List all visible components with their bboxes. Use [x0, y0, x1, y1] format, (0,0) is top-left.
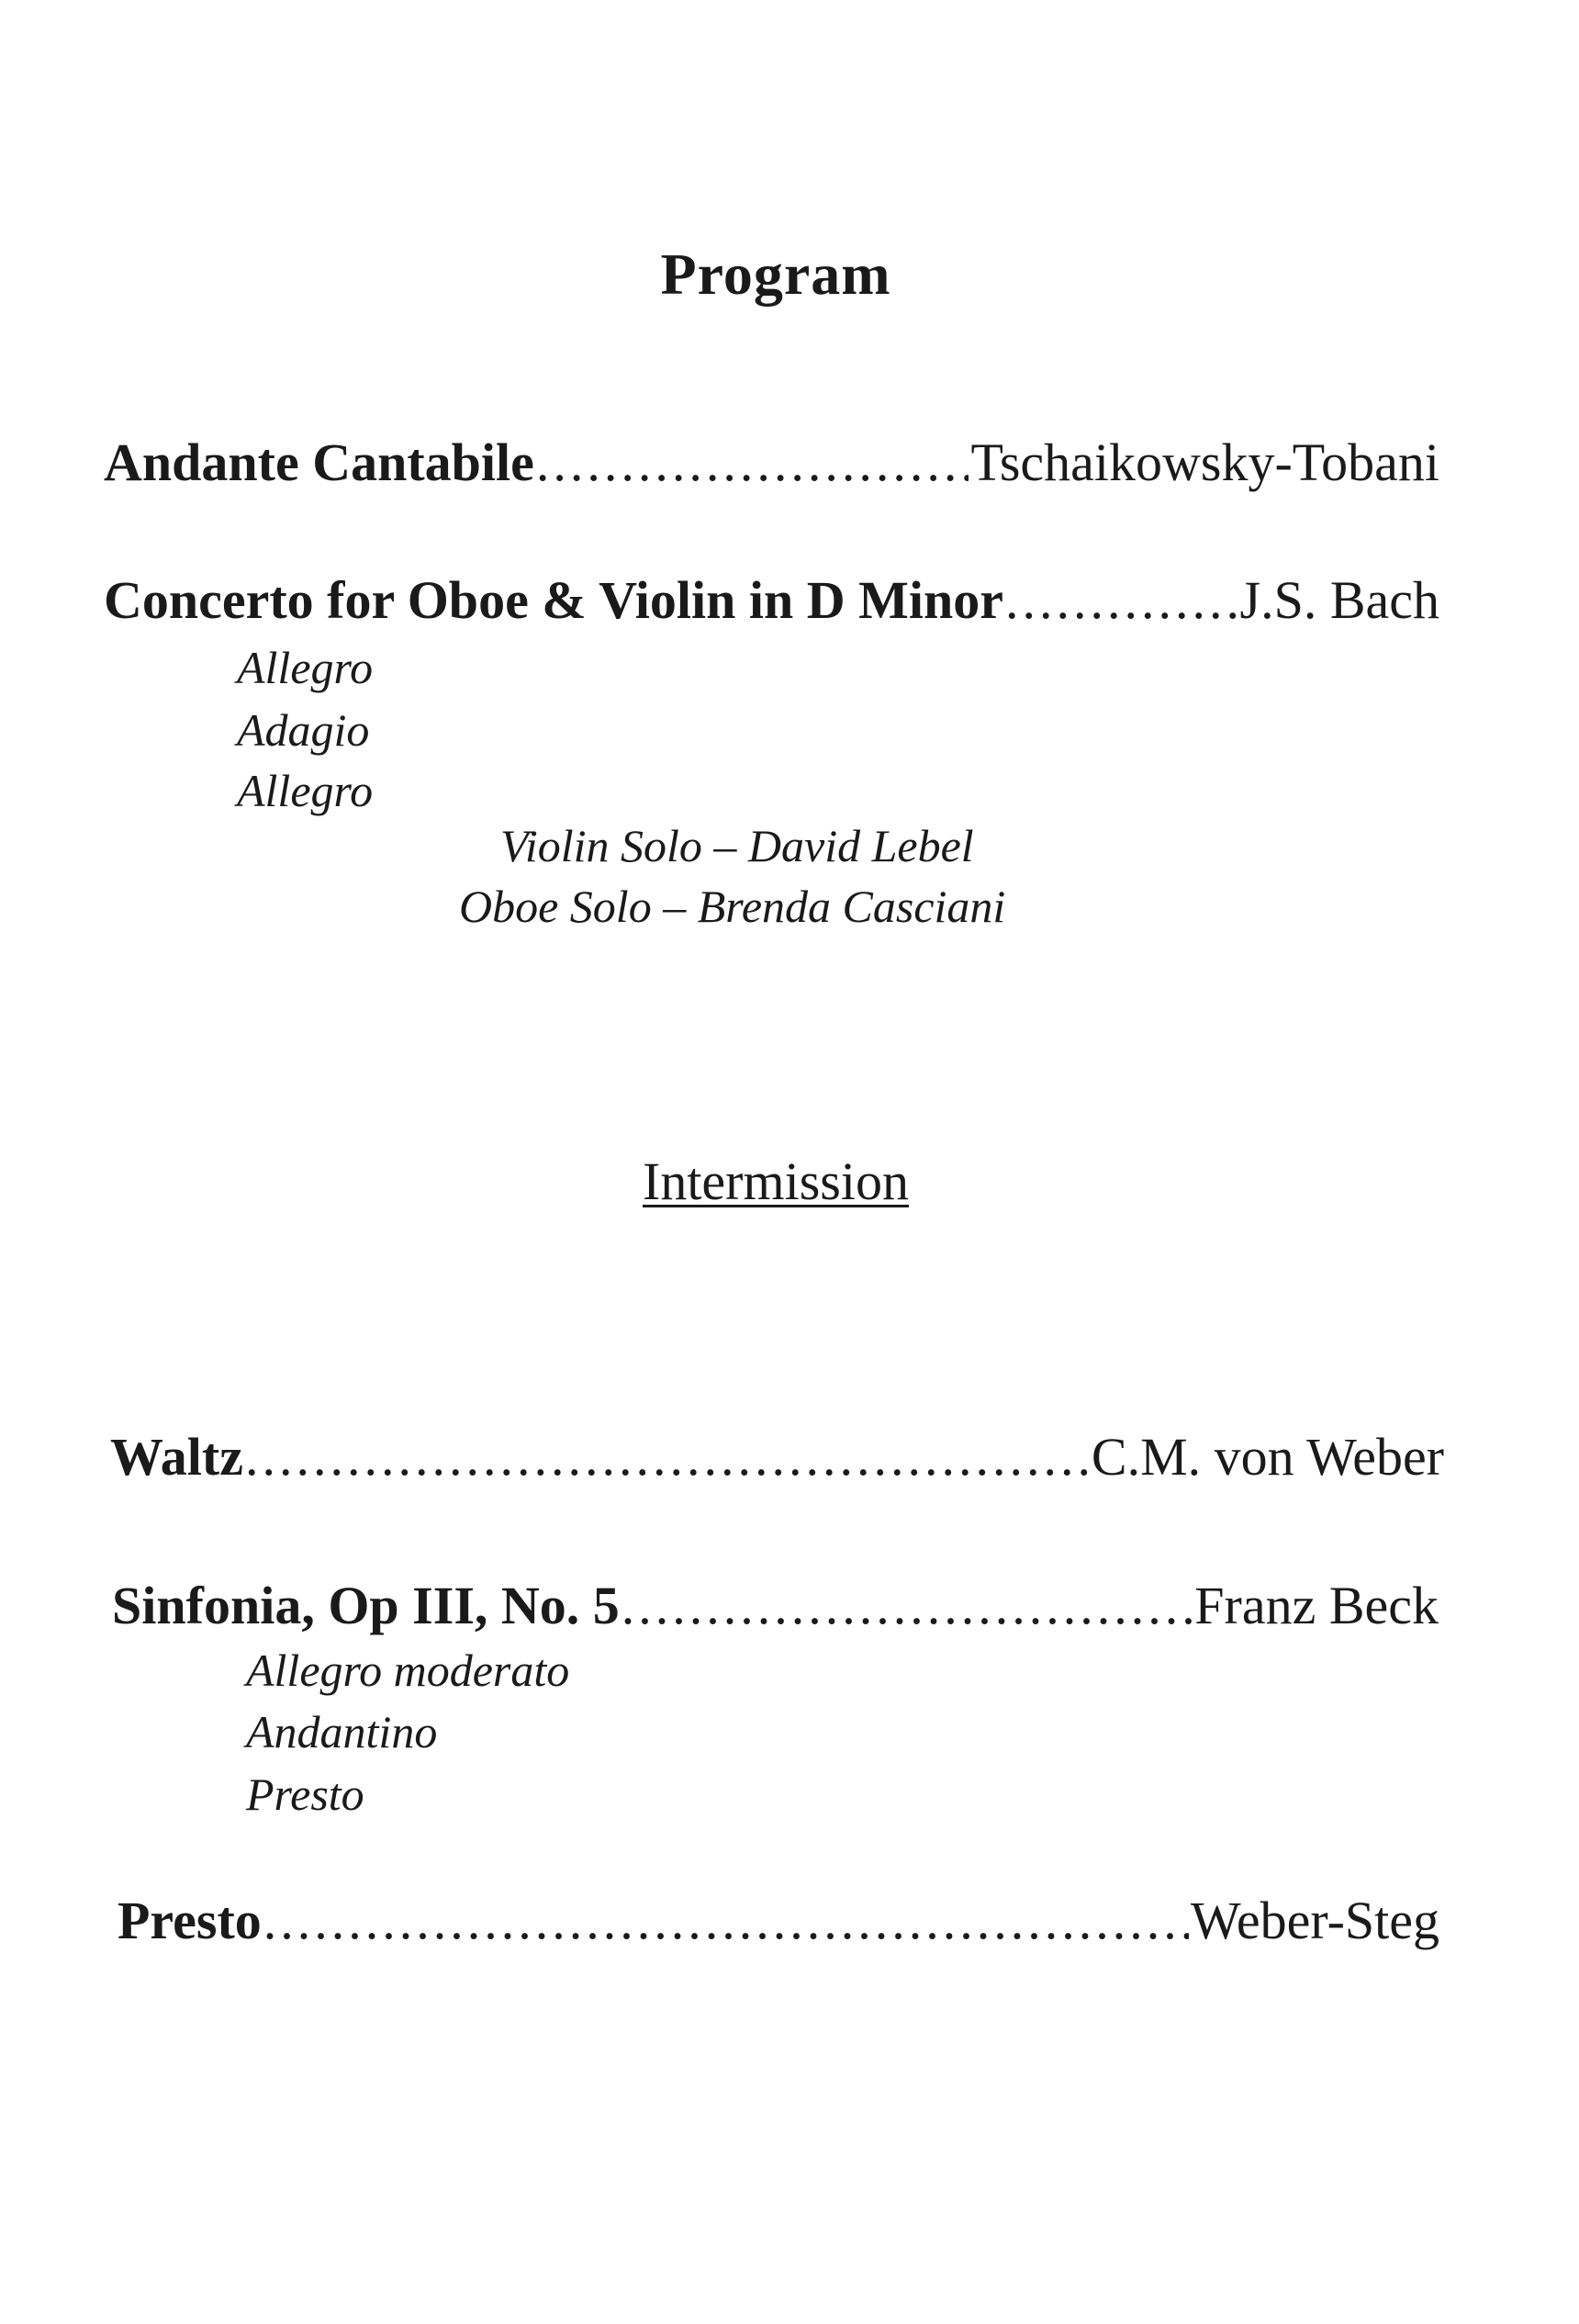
movement: Andantino: [246, 1706, 438, 1757]
composer-name: Franz Beck: [1194, 1576, 1439, 1635]
soloist: Violin Solo – David Lebel: [500, 820, 974, 871]
dot-leader: [536, 432, 969, 493]
program-entry: [104, 569, 1439, 631]
composer-name: C.M. von Weber: [1091, 1427, 1444, 1487]
program-entry: [104, 432, 1439, 493]
page-title: Program: [660, 241, 891, 307]
soloist: Oboe Solo – Brenda Casciani: [459, 881, 1006, 932]
dot-leader: [1005, 569, 1237, 631]
work-title: Sinfonia, Op III, No. 5: [112, 1576, 620, 1635]
movement: Presto: [246, 1768, 364, 1820]
composer-name: J.S. Bach: [1239, 570, 1439, 630]
dot-leader: [622, 1575, 1193, 1636]
dot-leader: [263, 1890, 1189, 1951]
movement: Allegro: [237, 642, 374, 693]
work-title: Andante Cantabile: [104, 432, 534, 492]
dot-leader: [245, 1426, 1090, 1488]
composer-name: Weber-Steg: [1190, 1891, 1439, 1950]
movement: Allegro: [237, 765, 374, 816]
program-entry: [118, 1890, 1439, 1951]
work-title: Waltz: [110, 1427, 243, 1487]
work-title: Concerto for Oboe & Violin in D Minor: [104, 570, 1004, 630]
program-entry: [110, 1426, 1444, 1488]
movement: Allegro moderato: [246, 1645, 570, 1696]
intermission-heading: Intermission: [643, 1151, 909, 1211]
composer-name: Tschaikowsky-Tobani: [970, 432, 1439, 492]
program-entry: [112, 1575, 1439, 1636]
movement: Adagio: [237, 704, 370, 756]
work-title: Presto: [118, 1891, 262, 1950]
